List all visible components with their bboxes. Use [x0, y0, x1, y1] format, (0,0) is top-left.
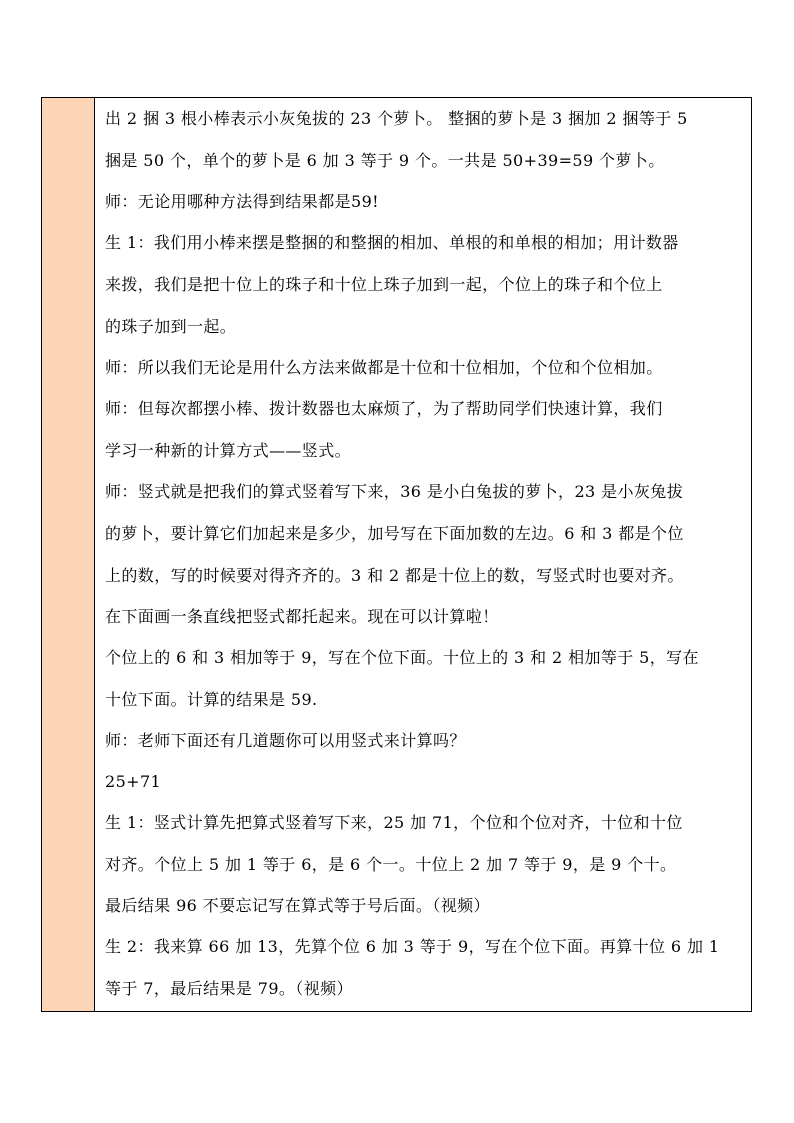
text-line: 25+71 — [105, 772, 162, 791]
text-line: 等于 7，最后结果是 79。（视频） — [105, 979, 353, 998]
text-line: 来拨，我们是把十位上的珠子和十位上珠子加到一起，个位上的珠子和个位上 — [105, 275, 663, 294]
text-line: 个位上的 6 和 3 相加等于 9，写在个位下面。十位上的 3 和 2 相加等于 5，写在 — [105, 648, 699, 667]
text-line: 上的数，写的时候要对得齐齐的。3 和 2 都是十位上的数，写竖式时也要对齐。 — [105, 566, 684, 585]
text-line: 学习一种新的计算方式——竖式。 — [105, 441, 352, 460]
text-line: 出 2 捆 3 根小棒表示小灰兔拔的 23 个萝卜。 整捆的萝卜是 3 捆加 2 捆等于 5 — [105, 109, 688, 128]
text-line: 师：但每次都摆小棒、拨计数器也太麻烦了，为了帮助同学们快速计算，我们 — [105, 399, 663, 418]
text-line: 捆是 50 个，单个的萝卜是 6 加 3 等于 9 个。一共是 50+39=59 个萝卜。 — [105, 151, 665, 170]
lesson-content-cell — [95, 98, 751, 1011]
text-line: 师：竖式就是把我们的算式竖着写下来，36 是小白兔拔的萝卜，23 是小灰兔拔 — [105, 482, 684, 501]
text-line: 在下面画一条直线把竖式都托起来。现在可以计算啦！ — [105, 607, 499, 626]
side-column-cell — [42, 98, 95, 1011]
text-line: 师：所以我们无论是用什么方法来做都是十位和十位相加，个位和个位相加。 — [105, 358, 663, 377]
text-line: 的萝卜，要计算它们加起来是多少，加号写在下面加数的左边。6 和 3 都是个位 — [105, 524, 684, 543]
text-line: 的珠子加到一起。 — [105, 317, 237, 336]
text-line: 师：老师下面还有几道题你可以用竖式来计算吗？ — [105, 731, 466, 750]
text-line: 最后结果 96 不要忘记写在算式等于号后面。（视频） — [105, 896, 490, 915]
text-line: 十位下面。计算的结果是 59. — [105, 690, 318, 709]
lesson-table — [41, 97, 752, 1012]
text-line: 生 1：我们用小棒来摆是整捆的和整捆的相加、单根的和单根的相加；用计数器 — [105, 233, 679, 252]
text-line: 生 1：竖式计算先把算式竖着写下来，25 加 71，个位和个位对齐，十位和十位 — [105, 813, 683, 832]
text-line: 对齐。个位上 5 加 1 等于 6，是 6 个一。十位上 2 加 7 等于 9，是 9 个十。 — [105, 855, 677, 874]
text-line: 师：无论用哪种方法得到结果都是59! — [105, 192, 379, 211]
text-line: 生 2：我来算 66 加 13，先算个位 6 加 3 等于 9，写在个位下面。再算十位 6 加 1 — [105, 937, 720, 956]
